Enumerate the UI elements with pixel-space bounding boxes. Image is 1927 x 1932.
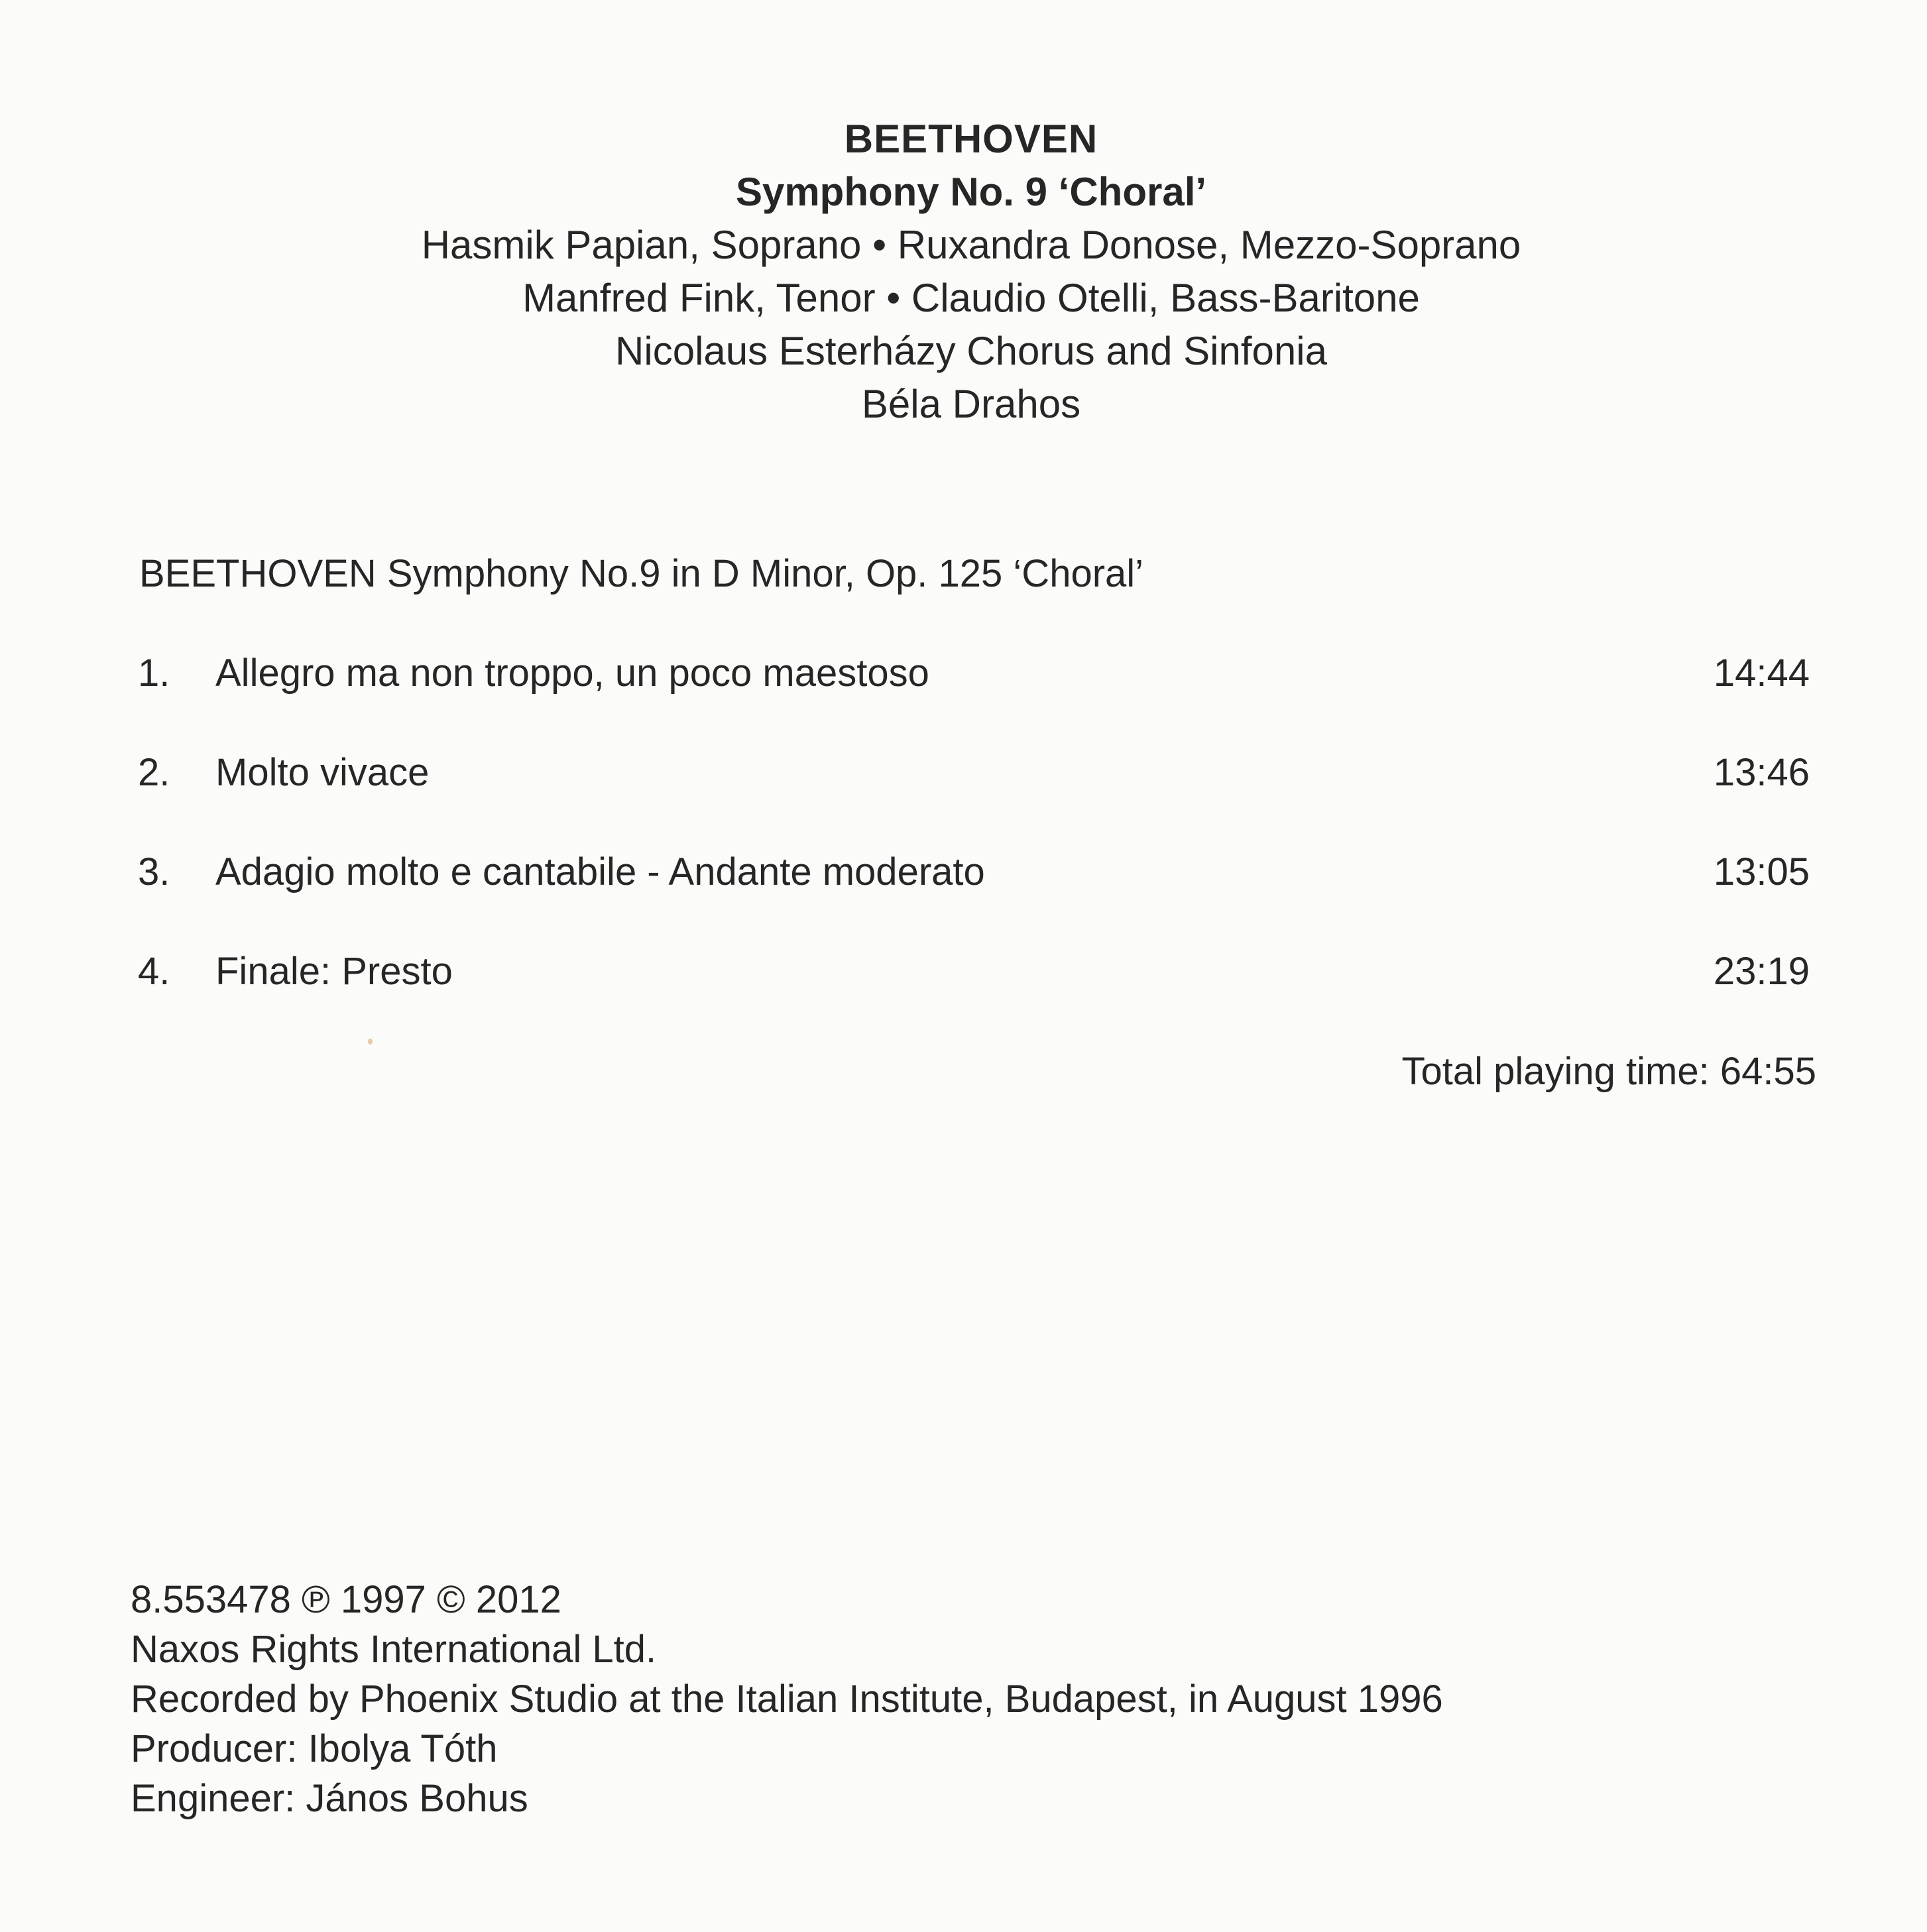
track-title: Adagio molto e cantabile - Andante moderato: [215, 850, 985, 893]
engineer-credit: Engineer: János Bohus: [131, 1777, 528, 1820]
paper-speck: [368, 1039, 373, 1045]
track-duration: 13:46: [1713, 751, 1810, 794]
track-duration: 13:05: [1713, 850, 1810, 893]
track-duration: 23:19: [1713, 950, 1810, 993]
track-number: 1.: [138, 652, 170, 695]
track-number: 3.: [138, 850, 170, 893]
track-number: 2.: [138, 751, 170, 794]
soloists-line-1: Hasmik Papian, Soprano • Ruxandra Donose, Mezzo-Soprano: [421, 223, 1521, 267]
credits-block: [131, 1575, 1443, 1823]
work-full-title: BEETHOVEN Symphony No.9 in D Minor, Op. 125 ‘Choral’: [139, 552, 1144, 595]
track-title: Molto vivace: [215, 751, 430, 794]
label-name: Naxos Rights International Ltd.: [131, 1628, 657, 1671]
track-duration: 14:44: [1713, 652, 1810, 695]
album-header: [0, 113, 1927, 431]
producer-credit: Producer: Ibolya Tóth: [131, 1727, 498, 1770]
track-title: Allegro ma non troppo, un poco maestoso: [215, 652, 929, 695]
track-row: [0, 945, 1927, 998]
recording-info: Recorded by Phoenix Studio at the Italian Institute, Budapest, in August 1996: [131, 1677, 1443, 1721]
soloists-line-2: Manfred Fink, Tenor • Claudio Otelli, Bass-Baritone: [522, 276, 1420, 320]
ensemble-name: Nicolaus Esterházy Chorus and Sinfonia: [615, 329, 1327, 373]
conductor-name: Béla Drahos: [861, 382, 1081, 426]
track-row: [0, 647, 1927, 700]
track-number: 4.: [138, 950, 170, 993]
total-playing-time: Total playing time: 64:55: [1401, 1050, 1816, 1093]
catalog-number: 8.553478 ℗ 1997 © 2012: [131, 1578, 561, 1621]
work-name: Symphony No. 9 ‘Choral’: [735, 170, 1207, 214]
track-title: Finale: Presto: [215, 950, 453, 993]
track-row: [0, 846, 1927, 899]
composer-name: BEETHOVEN: [844, 117, 1098, 161]
track-row: [0, 746, 1927, 799]
